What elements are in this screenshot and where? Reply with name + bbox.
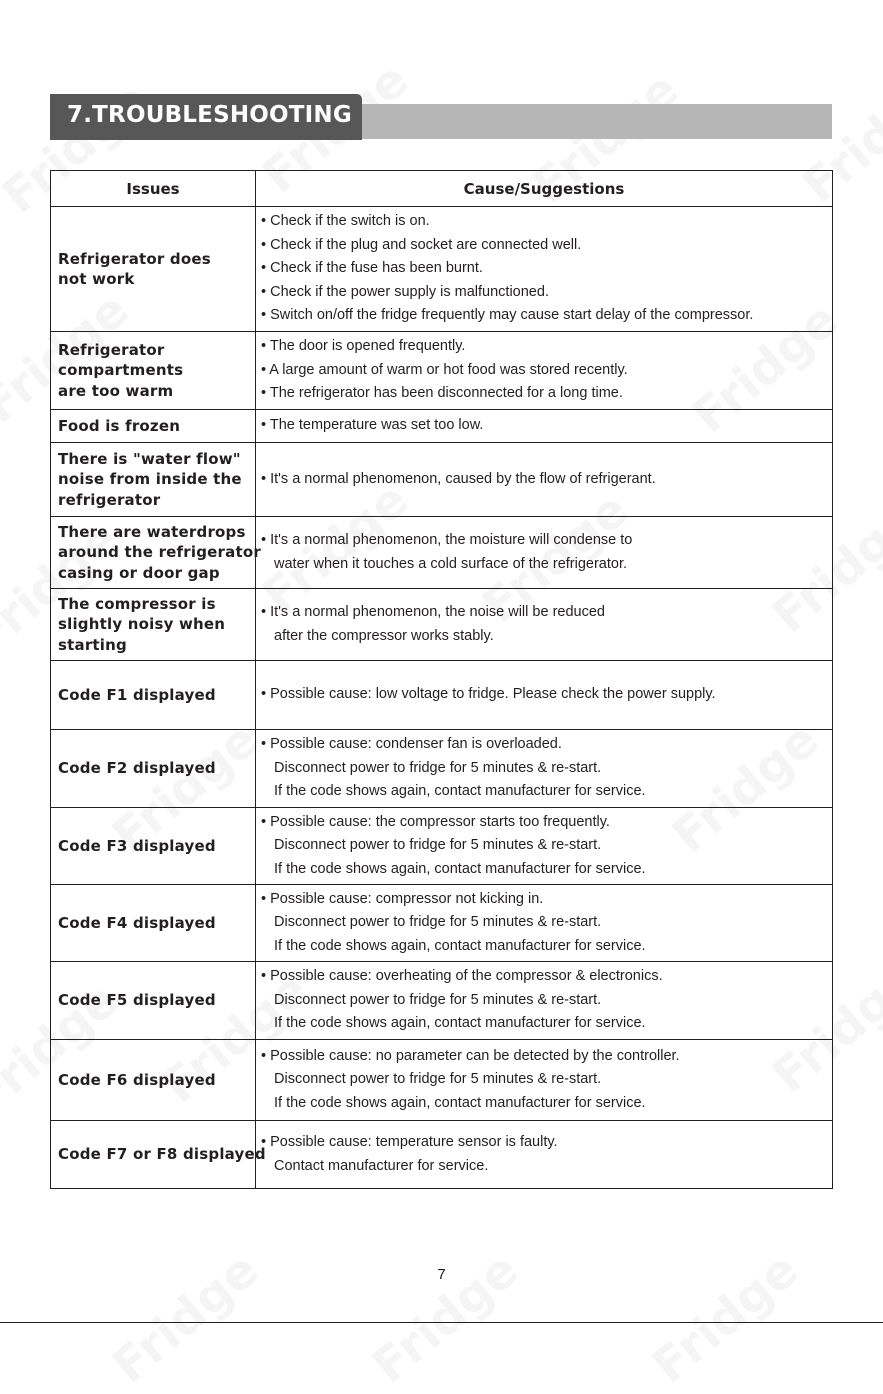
- cause-line: Disconnect power to fridge for 5 minutes & re-start.: [274, 914, 602, 931]
- cause-line: Disconnect power to fridge for 5 minutes & re-start.: [274, 837, 602, 854]
- issue-line: casing or door gap: [58, 563, 220, 582]
- cause-cell: [256, 661, 833, 730]
- cause-line: If the code shows again, contact manufacturer for service.: [274, 937, 646, 954]
- issue-line: Refrigerator: [58, 340, 165, 359]
- table-row: [51, 207, 833, 332]
- table-row: [51, 730, 833, 808]
- table-row: [51, 808, 833, 885]
- issue-cell: [51, 885, 256, 962]
- cause-line: • Possible cause: compressor not kicking in.: [261, 890, 544, 907]
- cause-line: • A large amount of warm or hot food was stored recently.: [261, 361, 628, 378]
- table-row: [51, 1121, 833, 1189]
- issue-line: Code F7 or F8 displayed: [58, 1145, 266, 1164]
- table-body: [51, 207, 833, 1189]
- cause-cell: [256, 1121, 833, 1189]
- cause-line: • Check if the plug and socket are connected well.: [261, 236, 582, 253]
- issue-cell: [51, 589, 256, 661]
- cause-line: • Possible cause: low voltage to fridge. Please check the power supply.: [261, 686, 716, 703]
- cause-line: • It's a normal phenomenon, the moisture will condense to: [261, 532, 633, 548]
- issue-line: Code F5 displayed: [58, 991, 216, 1010]
- cause-line: • Possible cause: condenser fan is overloaded.: [261, 736, 562, 753]
- table-row: [51, 517, 833, 589]
- cause-header: Cause/Suggestions: [256, 171, 833, 207]
- cause-line: • Check if the fuse has been burnt.: [261, 260, 483, 277]
- issue-cell: [51, 661, 256, 730]
- issue-line: around the refrigerator: [58, 543, 261, 562]
- issue-line: Code F2 displayed: [58, 759, 216, 778]
- issue-line: The compressor is: [58, 594, 216, 613]
- cause-cell: [256, 332, 833, 410]
- issue-line: compartments: [58, 361, 184, 380]
- troubleshooting-table: [50, 170, 833, 1189]
- cause-cell: [256, 730, 833, 808]
- cause-line: • It's a normal phenomenon, caused by the flow of refrigerant.: [261, 470, 656, 487]
- cause-cell: [256, 207, 833, 332]
- cause-cell: [256, 517, 833, 589]
- section-title: 7.TROUBLESHOOTING: [67, 102, 352, 128]
- cause-cell: [256, 1040, 833, 1121]
- issue-line: Code F6 displayed: [58, 1070, 216, 1089]
- issue-cell: [51, 443, 256, 517]
- cause-cell: [256, 885, 833, 962]
- section-header-bar: [350, 104, 832, 139]
- cause-line: • The temperature was set too low.: [261, 417, 484, 434]
- issue-cell: [51, 1121, 266, 1189]
- table-row: [51, 410, 833, 443]
- issue-line: not work: [58, 270, 135, 288]
- cause-line: • Possible cause: the compressor starts too frequently.: [261, 813, 610, 830]
- table-row: [51, 962, 833, 1040]
- issue-line: refrigerator: [58, 490, 161, 509]
- cause-line: Disconnect power to fridge for 5 minutes & re-start.: [274, 759, 602, 776]
- cause-line: water when it touches a cold surface of the refrigerator.: [274, 555, 628, 572]
- section-header: [50, 94, 832, 140]
- table-row: [51, 661, 833, 730]
- issue-cell: [51, 517, 261, 589]
- table-row: [51, 1040, 833, 1121]
- cause-line: Disconnect power to fridge for 5 minutes & re-start.: [274, 1071, 602, 1088]
- cause-line: If the code shows again, contact manufacturer for service.: [274, 783, 646, 800]
- issue-line: Refrigerator does: [58, 249, 211, 268]
- issue-cell: [51, 808, 256, 885]
- issue-line: noise from inside the: [58, 470, 242, 489]
- cause-line: • Possible cause: no parameter can be detected by the controller.: [261, 1047, 680, 1064]
- cause-line: If the code shows again, contact manufacturer for service.: [274, 860, 646, 877]
- issue-cell: [51, 207, 256, 332]
- cause-cell: [256, 962, 833, 1040]
- issue-cell: [51, 410, 256, 443]
- issue-line: Code F1 displayed: [58, 685, 216, 704]
- page-number: 7: [437, 1266, 446, 1283]
- cause-line: If the code shows again, contact manufacturer for service.: [274, 1094, 646, 1111]
- cause-line: Contact manufacturer for service.: [274, 1157, 489, 1174]
- issue-line: are too warm: [58, 381, 174, 400]
- cause-line: after the compressor works stably.: [274, 627, 494, 644]
- issue-line: Food is frozen: [58, 416, 181, 435]
- table-header-row: [51, 171, 833, 207]
- issue-line: slightly noisy when: [58, 615, 226, 634]
- table-row: [51, 885, 833, 962]
- issue-line: There are waterdrops: [58, 522, 246, 541]
- bottom-rule: [0, 1322, 883, 1323]
- table-row: [51, 443, 833, 517]
- cause-cell: [256, 808, 833, 885]
- cause-line: Disconnect power to fridge for 5 minutes & re-start.: [274, 991, 602, 1008]
- section-header-tab: [50, 94, 362, 140]
- cause-line: If the code shows again, contact manufacturer for service.: [274, 1015, 646, 1032]
- cause-line: • Check if the switch is on.: [261, 213, 430, 230]
- cause-cell: [256, 443, 833, 517]
- cause-line: • Possible cause: temperature sensor is faulty.: [261, 1134, 558, 1150]
- cause-line: • It's a normal phenomenon, the noise will be reduced: [261, 604, 605, 620]
- issue-cell: [51, 332, 256, 410]
- issues-header: Issues: [51, 171, 256, 207]
- cause-line: • Check if the power supply is malfunctioned.: [261, 283, 549, 300]
- issue-line: Code F4 displayed: [58, 913, 216, 932]
- issue-cell: [51, 962, 256, 1040]
- issue-line: Code F3 displayed: [58, 836, 216, 855]
- issue-cell: [51, 730, 256, 808]
- issue-line: There is "water flow": [58, 449, 241, 468]
- cause-cell: [256, 410, 833, 443]
- cause-cell: [256, 589, 833, 661]
- issue-cell: [51, 1040, 256, 1121]
- cause-line: • The refrigerator has been disconnected for a long time.: [261, 385, 623, 402]
- cause-line: • Possible cause: overheating of the compressor & electronics.: [261, 968, 663, 985]
- table-row: [51, 332, 833, 410]
- table-row: [51, 589, 833, 661]
- cause-line: • The door is opened frequently.: [261, 338, 466, 355]
- issue-line: starting: [58, 635, 127, 654]
- cause-line: • Switch on/off the fridge frequently may cause start delay of the compressor.: [261, 307, 754, 324]
